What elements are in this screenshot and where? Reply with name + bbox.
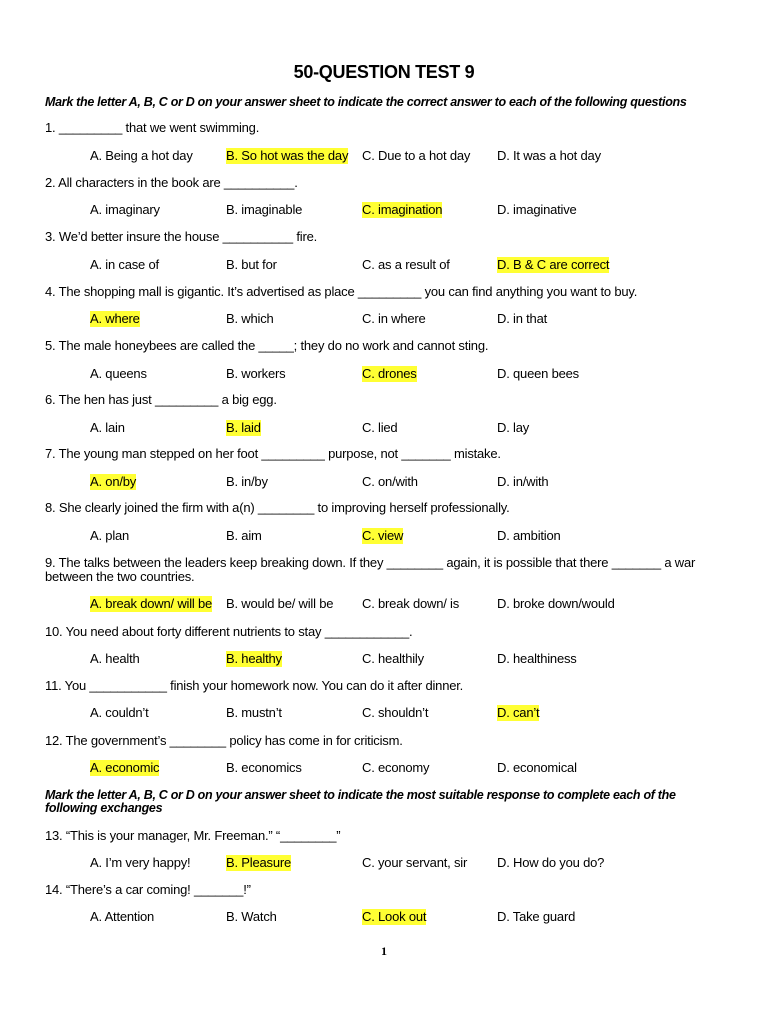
options-6 (0, 420, 768, 438)
option-c: C. healthily (362, 651, 424, 666)
option-d-highlighted: D. can’t (497, 705, 540, 720)
options-5 (0, 366, 768, 384)
option-d-highlighted: D. B & C are correct (497, 257, 610, 272)
question-6: 6. The hen has just _________ a big egg. (45, 392, 277, 407)
option-b: B. which (226, 311, 274, 326)
options-11 (0, 705, 768, 723)
question-12: 12. The government’s ________ policy has come in for criticism. (45, 733, 403, 748)
option-d: D. economical (497, 760, 577, 775)
question-14: 14. “There’s a car coming! _______!” (45, 882, 251, 897)
options-2 (0, 202, 768, 220)
option-b: B. but for (226, 257, 277, 272)
question-5: 5. The male honeybees are called the _____; they do no work and cannot sting. (45, 338, 489, 353)
option-d: D. Take guard (497, 909, 576, 924)
option-b: B. Watch (226, 909, 277, 924)
option-a: A. in case of (90, 257, 159, 272)
question-13: 13. “This is your manager, Mr. Freeman.” “________” (45, 828, 341, 843)
option-c: C. break down/ is (362, 596, 460, 611)
option-a: A. Attention (90, 909, 155, 924)
option-b-highlighted: B. healthy (226, 651, 282, 666)
option-c-highlighted: C. drones (362, 366, 417, 381)
question-7: 7. The young man stepped on her foot _________ purpose, not _______ mistake. (45, 446, 501, 461)
question-2: 2. All characters in the book are __________. (45, 175, 298, 190)
option-a: A. imaginary (90, 202, 160, 217)
option-b-highlighted: B. So hot was the day (226, 148, 349, 163)
option-b: B. in/by (226, 474, 268, 489)
option-b: B. imaginable (226, 202, 303, 217)
question-3: 3. We’d better insure the house __________ fire. (45, 229, 318, 244)
option-b: B. economics (226, 760, 302, 775)
option-d: D. broke down/would (497, 596, 615, 611)
question-10: 10. You need about forty different nutrients to stay ____________. (45, 624, 413, 639)
option-a-highlighted: A. where (90, 311, 140, 326)
option-d: D. ambition (497, 528, 561, 543)
option-d: D. queen bees (497, 366, 579, 381)
option-d: D. in/with (497, 474, 549, 489)
option-c: C. Due to a hot day (362, 148, 471, 163)
option-a-highlighted: A. break down/ will be (90, 596, 213, 611)
option-c: C. in where (362, 311, 426, 326)
instruction-2: Mark the letter A, B, C or D on your answer sheet to indicate the most suitable response to complete each of the following exchanges (45, 788, 676, 815)
question-1: 1. _________ that we went swimming. (45, 120, 260, 135)
question-4: 4. The shopping mall is gigantic. It’s advertised as place _________ you can find anything you want to buy. (45, 284, 638, 299)
option-a: A. I’m very happy! (90, 855, 191, 870)
options-14 (0, 909, 768, 927)
options-7 (0, 474, 768, 492)
option-b: B. workers (226, 366, 286, 381)
option-a: A. health (90, 651, 140, 666)
page-number: 1 (381, 944, 387, 958)
options-1 (0, 148, 768, 166)
option-c: C. your servant, sir (362, 855, 468, 870)
instruction-1: Mark the letter A, B, C or D on your answer sheet to indicate the correct answer to each of the following questions (45, 95, 687, 109)
option-c-highlighted: C. imagination (362, 202, 443, 217)
option-d: D. lay (497, 420, 530, 435)
option-a: A. lain (90, 420, 125, 435)
option-d: D. imaginative (497, 202, 577, 217)
option-b: B. aim (226, 528, 262, 543)
option-c-highlighted: C. view (362, 528, 404, 543)
options-4 (0, 311, 768, 329)
option-c: C. on/with (362, 474, 418, 489)
option-b: B. would be/ will be (226, 596, 334, 611)
option-c: C. economy (362, 760, 430, 775)
option-a: A. plan (90, 528, 130, 543)
option-c: C. shouldn’t (362, 705, 429, 720)
option-b: B. mustn’t (226, 705, 282, 720)
options-8 (0, 528, 768, 546)
option-a-highlighted: A. on/by (90, 474, 137, 489)
options-10 (0, 651, 768, 669)
options-12 (0, 760, 768, 778)
option-b-highlighted: B. Pleasure (226, 855, 292, 870)
option-d: D. healthiness (497, 651, 577, 666)
question-11: 11. You ___________ finish your homework now. You can do it after dinner. (45, 678, 464, 693)
question-9: 9. The talks between the leaders keep breaking down. If they ________ again, it is possible that there _______ a war between the two countries. (45, 555, 696, 584)
page-title: 50-QUESTION TEST 9 (293, 62, 475, 82)
options-13 (0, 855, 768, 873)
options-9 (0, 596, 768, 614)
option-a: A. queens (90, 366, 147, 381)
option-c: C. lied (362, 420, 398, 435)
option-a: A. couldn’t (90, 705, 149, 720)
options-3 (0, 257, 768, 275)
option-a-highlighted: A. economic (90, 760, 160, 775)
option-c: C. as a result of (362, 257, 450, 272)
option-d: D. It was a hot day (497, 148, 601, 163)
option-c-highlighted: C. Look out (362, 909, 427, 924)
option-d: D. How do you do? (497, 855, 605, 870)
option-b-highlighted: B. laid (226, 420, 261, 435)
question-8: 8. She clearly joined the firm with a(n) ________ to improving herself professionally. (45, 500, 510, 515)
option-a: A. Being a hot day (90, 148, 193, 163)
option-d: D. in that (497, 311, 548, 326)
